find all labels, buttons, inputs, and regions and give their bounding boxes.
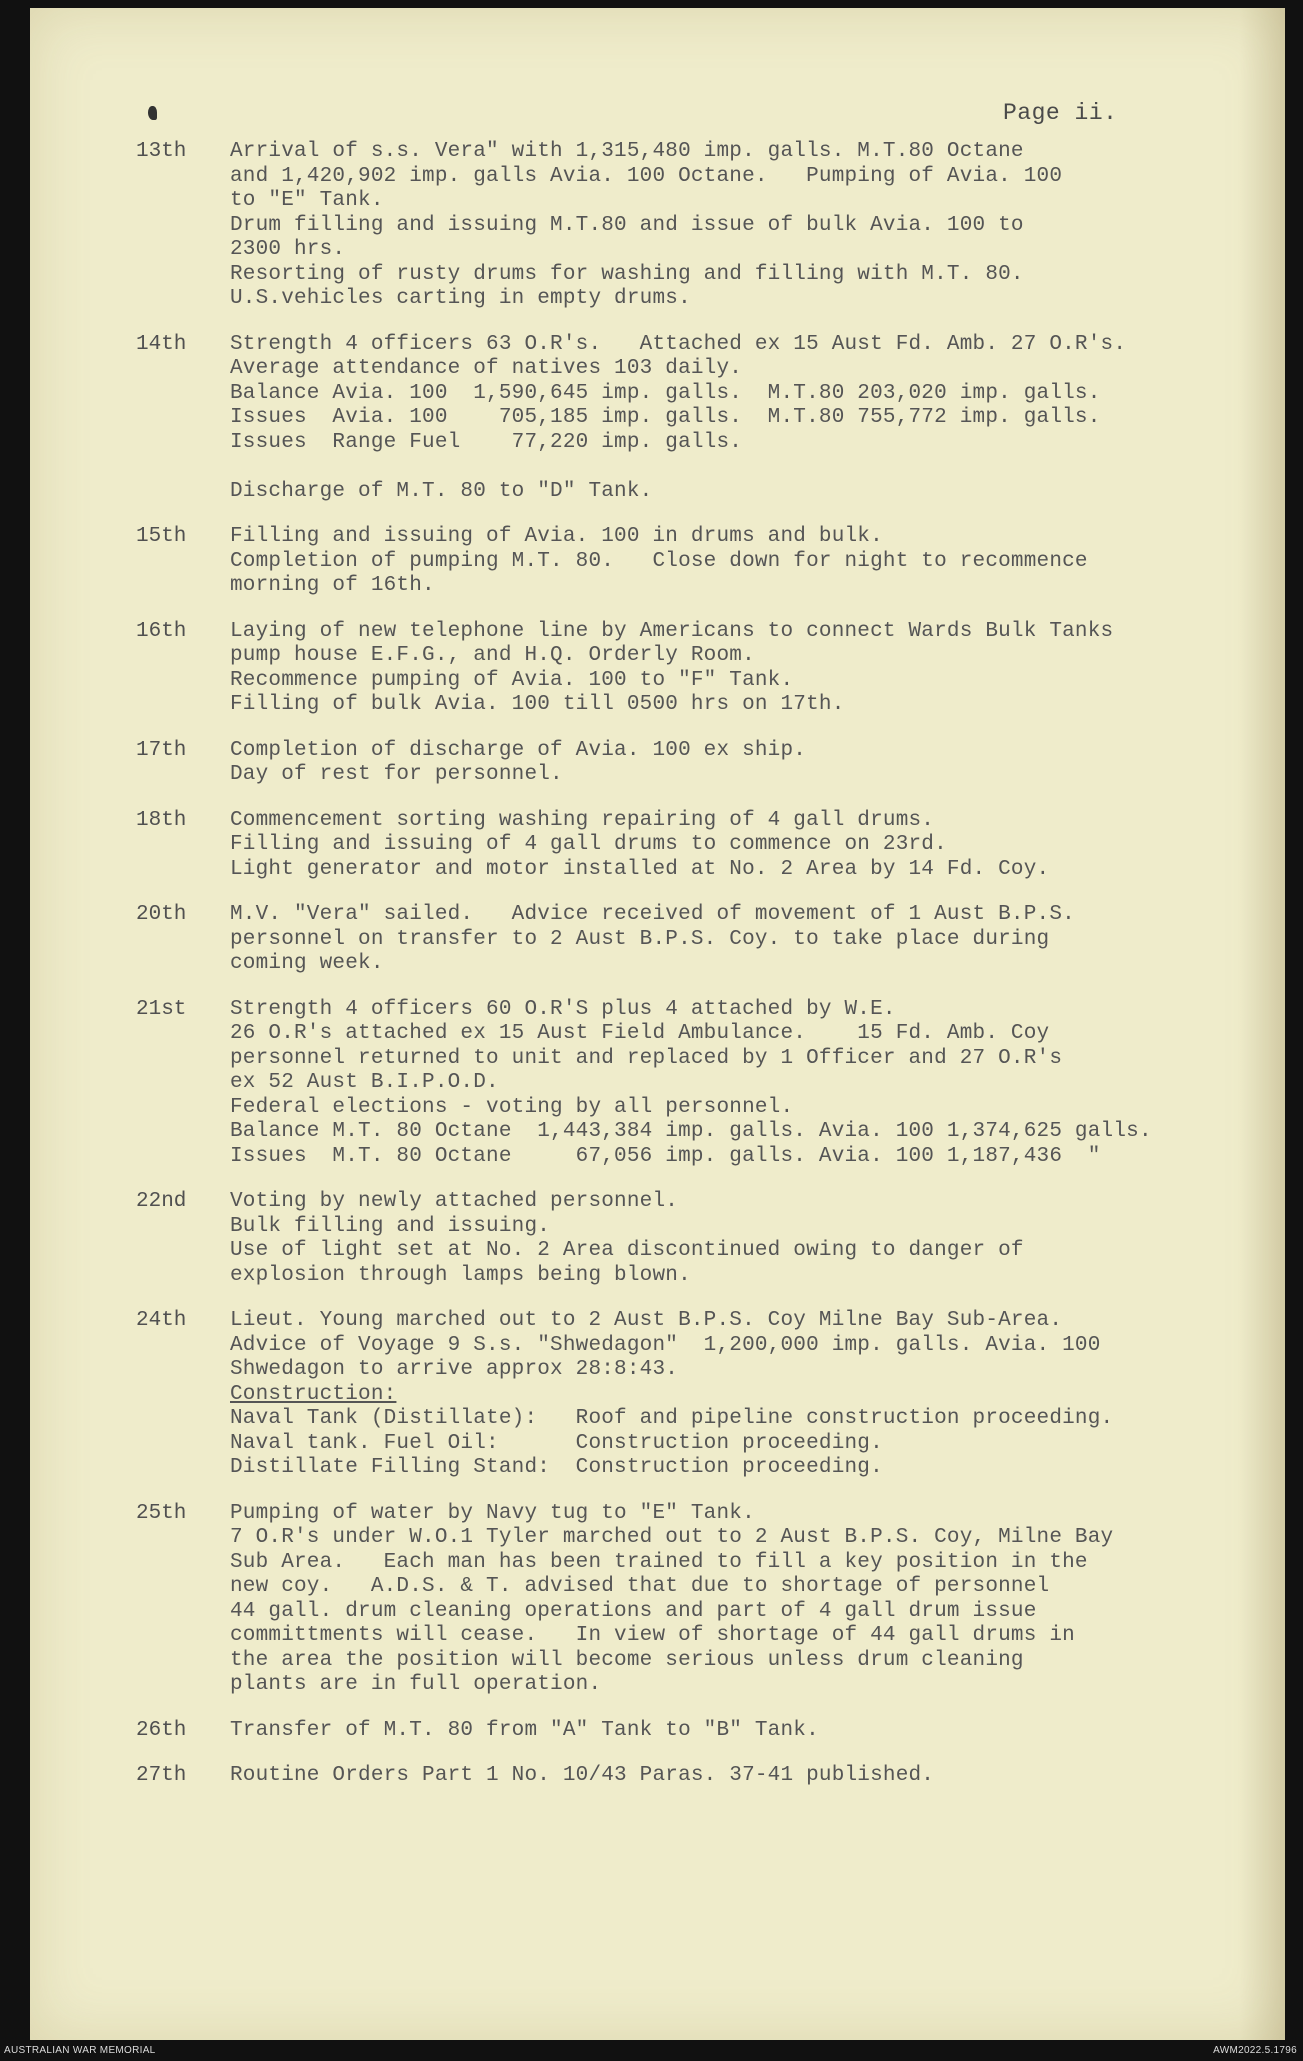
entry-line: committments will cease. In view of shortage of 44 gall drums in	[230, 1624, 1075, 1647]
diary-entry	[136, 1502, 1286, 1698]
diary-entry	[136, 1190, 1286, 1288]
entry-line: Discharge of M.T. 80 to "D" Tank.	[230, 479, 653, 503]
entry-text	[230, 620, 1286, 718]
entry-line: Issues Avia. 100 705,185 imp. galls. M.T.80 755,772 imp. galls.	[230, 406, 1101, 429]
entry-date: 20th	[136, 903, 187, 926]
entry-line: Pumping of water by Navy tug to "E" Tank.	[230, 1501, 755, 1525]
entry-line: Routine Orders Part 1 No. 10/43 Paras. 37-41 published.	[230, 1764, 935, 1787]
entry-date: 22nd	[136, 1190, 187, 1213]
entry-line: Drum filling and issuing M.T.80 and issue of bulk Avia. 100 to	[230, 213, 1024, 237]
entry-date: 26th	[136, 1718, 187, 1742]
entry-line: Commencement sorting washing repairing of 4 gall drums.	[230, 808, 935, 832]
entry-text	[230, 1764, 1286, 1789]
entry-line: Issues Range Fuel 77,220 imp. galls.	[230, 430, 743, 454]
diary-entry	[136, 140, 1286, 312]
blank-line	[230, 455, 1286, 480]
entry-line: the area the position will become serious unless drum cleaning	[230, 1648, 1024, 1672]
entry-line: Voting by newly attached personnel.	[230, 1190, 679, 1213]
page-number: Page ii.	[1003, 100, 1118, 126]
entry-line: Distillate Filling Stand: Construction proceeding.	[230, 1456, 883, 1479]
entry-line: morning of 16th.	[230, 574, 435, 597]
entry-line: 26 O.R's attached ex 15 Aust Field Ambulance. 15 Fd. Amb. Coy	[230, 1022, 1050, 1045]
diary-entry	[136, 620, 1286, 718]
entry-line: Average attendance of natives 103 daily.	[230, 357, 743, 380]
entry-line: Light generator and motor installed at No. 2 Area by 14 Fd. Coy.	[230, 857, 1050, 881]
entry-text	[230, 1502, 1286, 1698]
entry-text	[230, 333, 1286, 505]
entry-date: 17th	[136, 738, 187, 762]
diary-entry	[136, 525, 1286, 599]
entry-line: Filling and issuing of 4 gall drums to commence on 23rd.	[230, 833, 947, 856]
diary-entry	[136, 1309, 1286, 1481]
entry-line: Sub Area. Each man has been trained to fill a key position in the	[230, 1550, 1088, 1574]
entry-line: Use of light set at No. 2 Area discontinued owing to danger of	[230, 1239, 1024, 1262]
entry-line: and 1,420,902 imp. galls Avia. 100 Octane. Pumping of Avia. 100	[230, 164, 1063, 188]
entry-line: pump house E.F.G., and H.Q. Orderly Room.	[230, 644, 755, 667]
entry-line: coming week.	[230, 952, 384, 975]
entry-text	[230, 140, 1286, 312]
entry-line: Issues M.T. 80 Octane 67,056 imp. galls. Avia. 100 1,187,436 "	[230, 1144, 1101, 1168]
entry-text	[230, 903, 1286, 977]
diary-entry	[136, 998, 1286, 1170]
section-heading: Construction:	[230, 1382, 397, 1406]
entry-text	[230, 1190, 1286, 1288]
entry-line: Naval Tank (Distillate): Roof and pipeline construction proceeding.	[230, 1407, 1114, 1430]
entry-line: M.V. "Vera" sailed. Advice received of movement of 1 Aust B.P.S.	[230, 903, 1075, 926]
entry-text	[230, 998, 1286, 1170]
entry-text	[230, 739, 1286, 788]
diary-entry	[136, 903, 1286, 977]
entry-line: personnel returned to unit and replaced by 1 Officer and 27 O.R's	[230, 1046, 1063, 1070]
entry-line: Bulk filling and issuing.	[230, 1214, 551, 1238]
entry-line: Completion of discharge of Avia. 100 ex ship.	[230, 738, 807, 762]
entry-line: explosion through lamps being blown.	[230, 1263, 691, 1287]
ink-mark	[148, 106, 157, 120]
footer-credit: AUSTRALIAN WAR MEMORIAL	[4, 2045, 156, 2056]
entry-date: 24th	[136, 1309, 187, 1332]
entry-line: Lieut. Young marched out to 2 Aust B.P.S. Coy Milne Bay Sub-Area.	[230, 1309, 1063, 1332]
diary-entry	[136, 809, 1286, 883]
entry-text	[230, 1309, 1286, 1481]
entry-line: Filling of bulk Avia. 100 till 0500 hrs on 17th.	[230, 693, 845, 716]
entry-line: Strength 4 officers 60 O.R'S plus 4 attached by W.E.	[230, 997, 896, 1021]
entry-line: Balance M.T. 80 Octane 1,443,384 imp. galls. Avia. 100 1,374,625 galls.	[230, 1120, 1152, 1143]
entry-line: Filling and issuing of Avia. 100 in drums and bulk.	[230, 525, 883, 548]
entry-line: new coy. A.D.S. & T. advised that due to shortage of personnel	[230, 1575, 1050, 1598]
entry-date: 27th	[136, 1764, 187, 1787]
entry-line: Naval tank. Fuel Oil: Construction proceeding.	[230, 1431, 883, 1455]
entry-line: Shwedagon to arrive approx 28:8:43.	[230, 1358, 679, 1381]
entry-text	[230, 809, 1286, 883]
entry-line: personnel on transfer to 2 Aust B.P.S. Coy. to take place during	[230, 927, 1050, 951]
entry-line: Day of rest for personnel.	[230, 763, 563, 786]
entry-line: Arrival of s.s. Vera" with 1,315,480 imp. galls. M.T.80 Octane	[230, 140, 1024, 163]
footer-reference: AWM2022.5.1796	[1213, 2045, 1297, 2056]
entry-line: ex 52 Aust B.I.P.O.D.	[230, 1071, 499, 1094]
entry-text	[230, 1719, 1286, 1744]
entry-line: Strength 4 officers 63 O.R's. Attached ex 15 Aust Fd. Amb. 27 O.R's.	[230, 332, 1127, 356]
entry-line: U.S.vehicles carting in empty drums.	[230, 287, 691, 310]
entry-line: Advice of Voyage 9 S.s. "Shwedagon" 1,200,000 imp. galls. Avia. 100	[230, 1333, 1101, 1357]
entry-date: 21st	[136, 997, 187, 1021]
entry-line: Resorting of rusty drums for washing and filling with M.T. 80.	[230, 262, 1024, 286]
diary-entry	[136, 1719, 1286, 1744]
diary-entry	[136, 333, 1286, 505]
entry-line: Balance Avia. 100 1,590,645 imp. galls. M.T.80 203,020 imp. galls.	[230, 381, 1101, 405]
entry-line: Federal elections - voting by all personnel.	[230, 1095, 794, 1119]
diary-entries	[136, 140, 1286, 1810]
entry-date: 16th	[136, 619, 187, 643]
entry-date: 25th	[136, 1501, 187, 1525]
entry-line: 44 gall. drum cleaning operations and part of 4 gall drum issue	[230, 1599, 1037, 1623]
entry-line: Recommence pumping of Avia. 100 to "F" Tank.	[230, 668, 794, 692]
entry-line: 7 O.R's under W.O.1 Tyler marched out to 2 Aust B.P.S. Coy, Milne Bay	[230, 1526, 1114, 1549]
diary-entry	[136, 739, 1286, 788]
entry-line: Transfer of M.T. 80 from "A" Tank to "B" Tank.	[230, 1718, 819, 1742]
diary-entry	[136, 1764, 1286, 1789]
entry-line: plants are in full operation.	[230, 1673, 602, 1696]
entry-date: 14th	[136, 332, 187, 356]
document-page	[30, 8, 1285, 2040]
entry-date: 15th	[136, 525, 187, 548]
entry-date: 18th	[136, 808, 187, 832]
entry-line: Laying of new telephone line by Americans to connect Wards Bulk Tanks	[230, 619, 1114, 643]
entry-line: Completion of pumping M.T. 80. Close down for night to recommence	[230, 549, 1088, 573]
entry-text	[230, 525, 1286, 599]
entry-date: 13th	[136, 140, 187, 163]
entry-line: to "E" Tank.	[230, 189, 384, 212]
entry-line: 2300 hrs.	[230, 238, 346, 261]
